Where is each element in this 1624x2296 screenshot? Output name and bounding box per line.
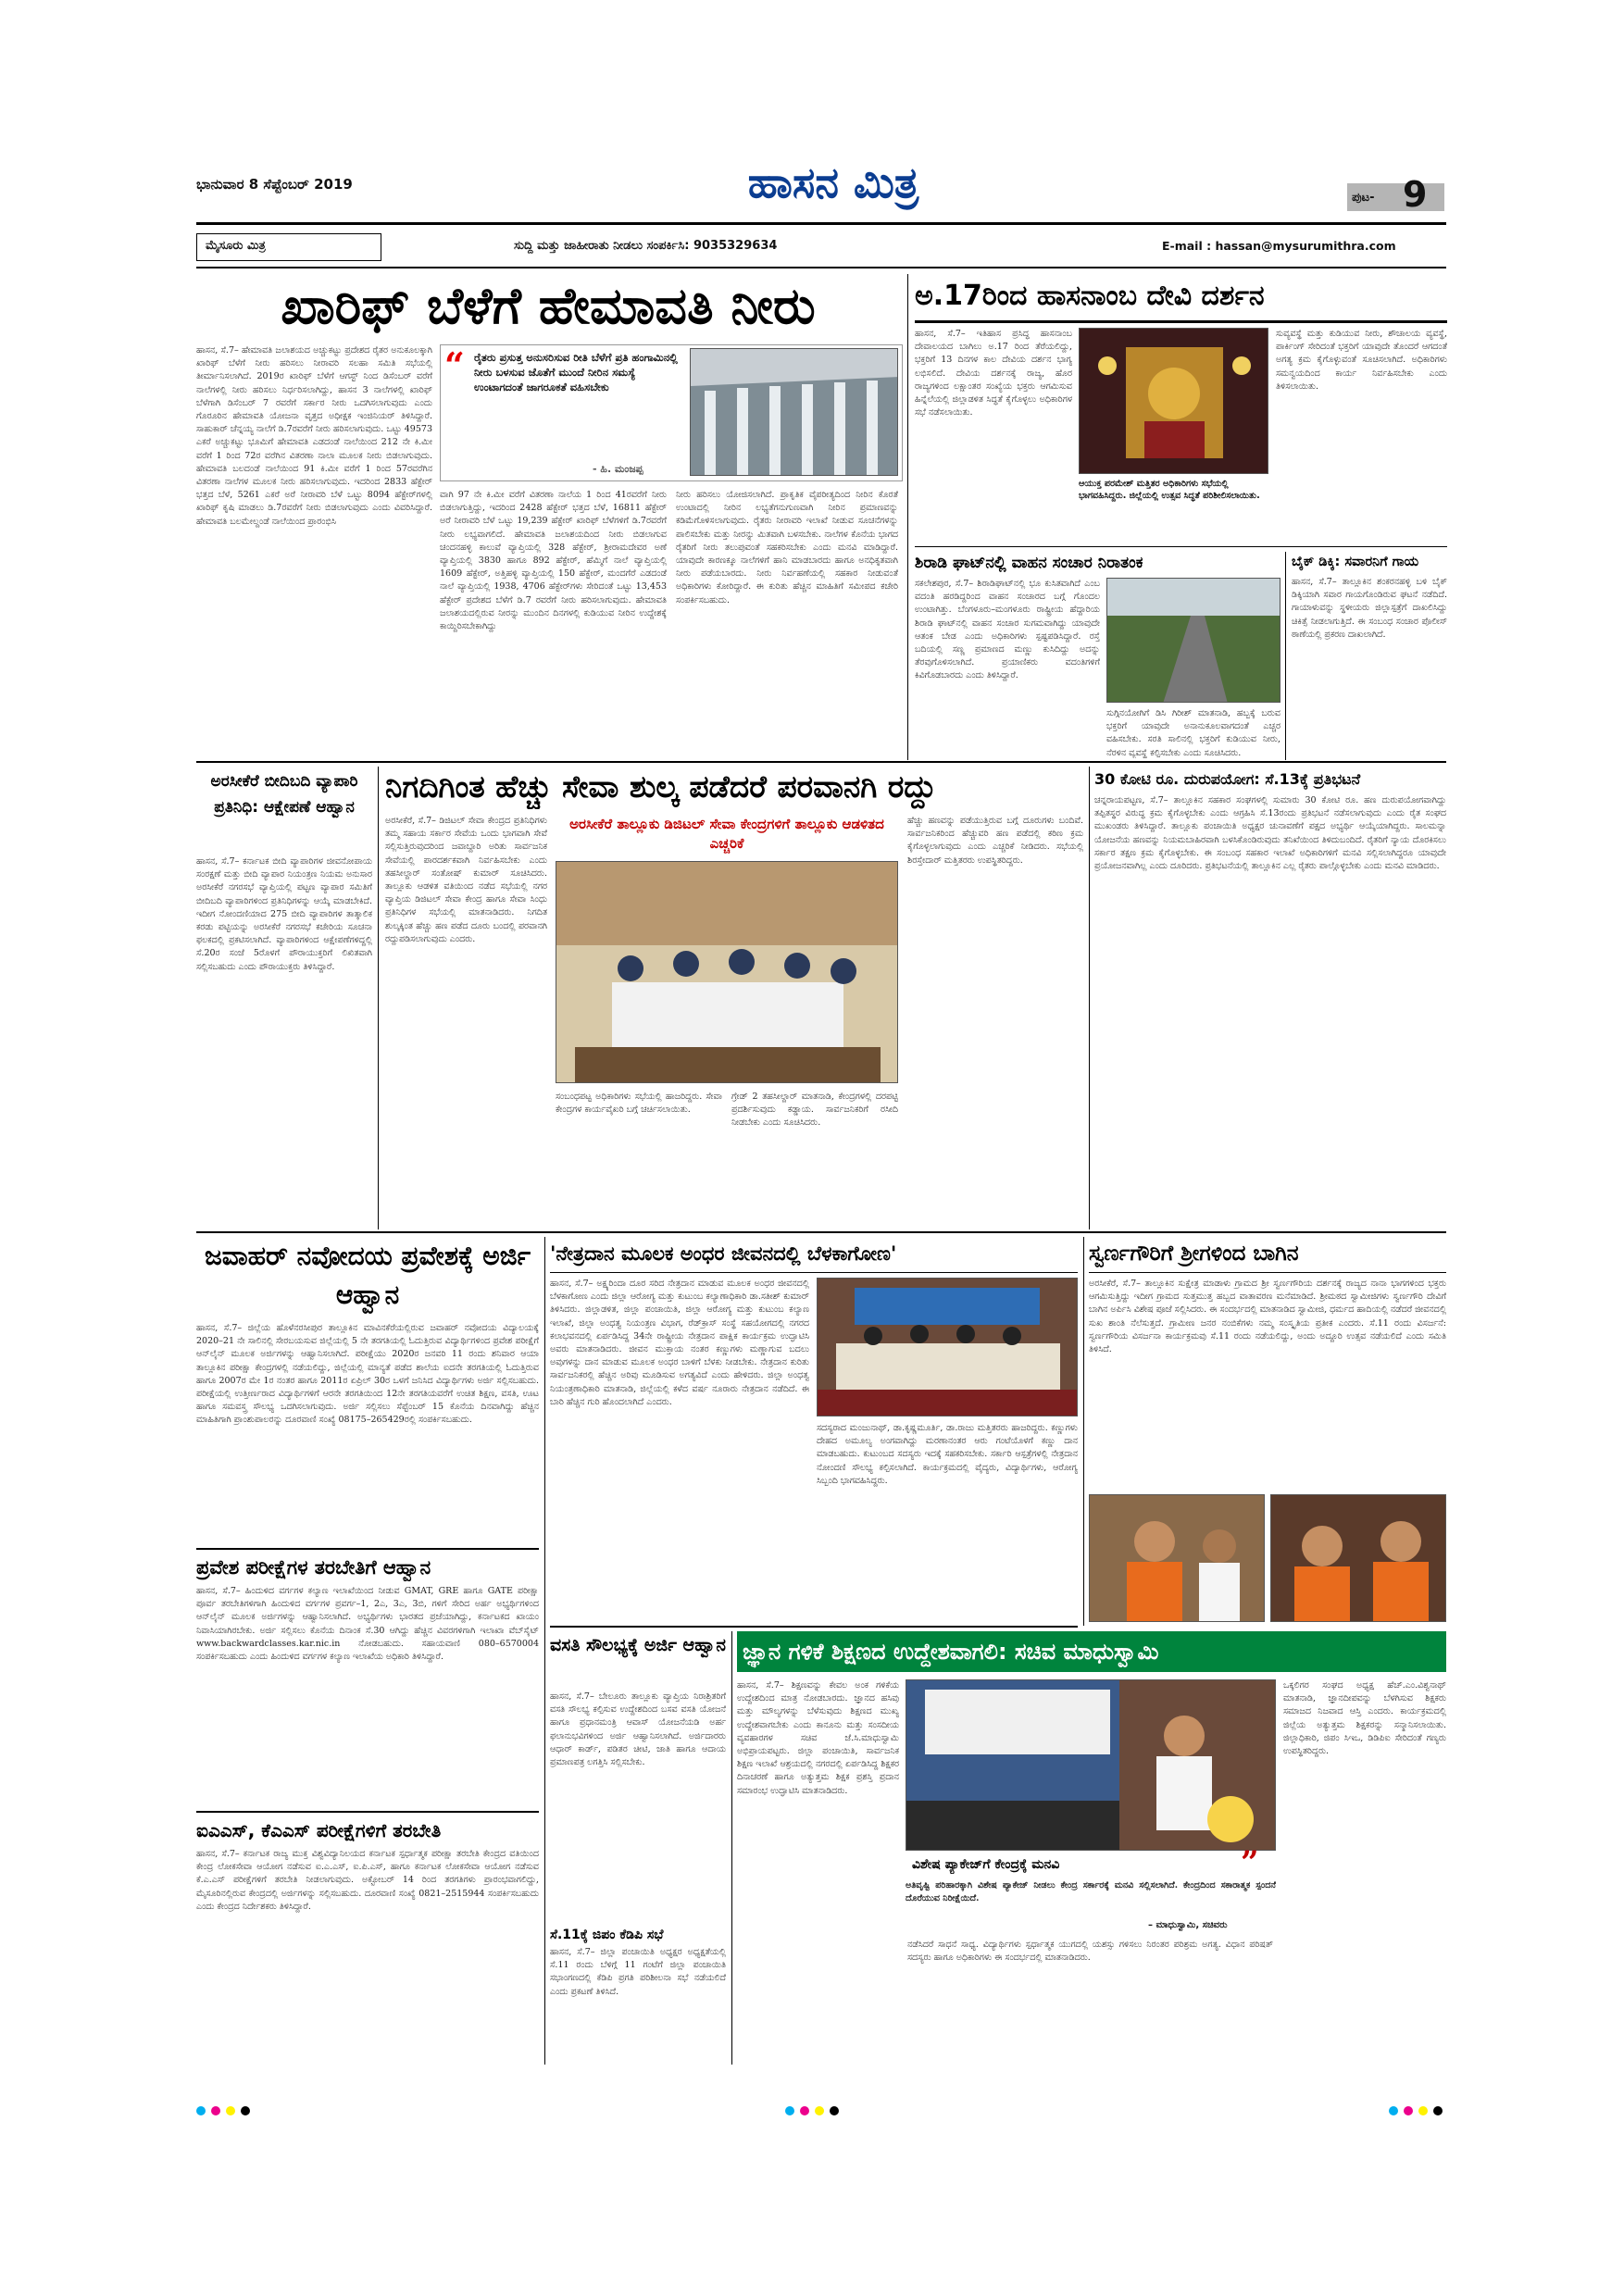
a8-headline: ಜವಾಹರ್ ನವೋದಯ ಪ್ರವೇಶಕ್ಕೆ ಅರ್ಜಿ ಆಹ್ವಾನ — [204, 1241, 531, 1310]
quote-icon: “ — [444, 344, 465, 386]
swami-illustration-1 — [1090, 1495, 1265, 1622]
a14-caption-text: ಅತಿವೃಷ್ಟಿ ಪರಿಹಾರಕ್ಕಾಗಿ ವಿಶೇಷ ಪ್ಯಾಕೇಜ್ ನೀಡಲು ಕೇಂದ್ರ ಸರ್ಕಾರಕ್ಕೆ ಮನವಿ ಸಲ್ಲಿಸಲಾಗಿದೆ. ಕೇಂದ್ರದಿಂದ ಸಕಾರಾತ್ಮಕ ಸ್ಪಂದನೆ ದೊರೆಯುವ ನಿರೀಕ್ಷೆಯಿದೆ. — [906, 1880, 1276, 1904]
a14-col3: ನಡೆಸಿದರೆ ಸಾಧನೆ ಸಾಧ್ಯ. ವಿದ್ಯಾರ್ಥಿಗಳು ಸ್ಪರ್ಧಾತ್ಮಕ ಯುಗದಲ್ಲಿ ಯಶಸ್ಸು ಗಳಿಸಲು ನಿರಂತರ ಪರಿಶ್ರಮ ಅಗತ್ಯ. ವಿಧಾನ ಪರಿಷತ್ ಸದಸ್ಯರು ಹಾಗೂ ಅಧಿಕಾರಿಗಳು ಈ ಸಂದರ್ಭದಲ್ಲಿ ಮಾತನಾಡಿದರು. — [907, 1940, 1273, 1964]
masthead-rule — [196, 222, 1446, 225]
a1-col2: ವಾಗಿ 97 ನೇ ಕಿ.ಮೀ ವರೆಗೆ ವಿತರಣಾ ನಾಲೆಯ 1 ರಿಂದ 41ರವರೆಗೆ ನೀರು ಬಿಡಲಾಗುತ್ತಿದ್ದು, ಇದರಿಂದ 2428 ಹೆಕ್ಟೇರ್ ಭತ್ತದ ಬೆಳೆ, 16811 ಹೆಕ್ಟೇರ್ ಅರೆ ನೀರಾವರಿ ಬೆಳೆ ಒಟ್ಟು 19,239 ಹೆಕ್ಟೇರ್ ಖಾರಿಫ್ ಬೆಳೆಗಳಿಗೆ ಡಿ.7ರವರೆಗೆ ನೀರು ಲಭ್ಯವಾಗಲಿದೆ. ಹೇಮಾವತಿ ಜಲಾಶಯದಿಂದ ನೀರು ಬಿಡಲಾಗುವ ಚಂದನಹಳ್ಳಿ ಕಾಲುವೆ ವ್ಯಾಪ್ತಿಯಲ್ಲಿ 328 ಹೆಕ್ಟೇರ್, ಶ್ರೀರಾಮದೇವರ ಅಣೆ ವ್ಯಾಪ್ತಿಯಲ್ಲಿ 3830 ಹಾಗೂ 892 ಹೆಕ್ಟೇರ್, ಹೆಮ್ಮಿಗೆ ನಾಲೆ ವ್ಯಾಪ್ತಿಯಲ್ಲಿ 1609 ಹೆಕ್ಟೇರ್, ಅತ್ತಿಹಳ್ಳಿ ವ್ಯಾಪ್ತಿಯಲ್ಲಿ 150 ಹೆಕ್ಟೇರ್, ಮಂದಗೆರೆ ಎಡದಂಡೆ ನಾಲೆ ವ್ಯಾಪ್ತಿಯಲ್ಲಿ 1938, 4706 ಹೆಕ್ಟೇರ್‌ಗಳು ಸೇರಿದಂತೆ ಒಟ್ಟು 13,453 ಹೆಕ್ಟೇರ್ ಪ್ರದೇಶದ ಬೆಳೆಗೆ ಡಿ.7 ರವರೆಗೆ ನೀರು ಹರಿಸಲಾಗುವುದು. ಹೇಮಾವತಿ ಜಲಾಶಯದಲ್ಲಿರುವ ನೀರನ್ನು ಮುಂದಿನ ದಿನಗಳಲ್ಲಿ ಕುಡಿಯುವ ನೀರಿನ ಉದ್ದೇಶಕ್ಕೆ ಕಾಯ್ದಿರಿಸಬೇಕಾಗಿದ್ದು — [440, 490, 667, 632]
a2-headline: ಅ.17ರಿಂದ ಹಾಸನಾಂಬ ದೇವಿ ದರ್ಶನ — [915, 280, 1265, 312]
black-dot — [830, 2106, 839, 2115]
page-label: ಪುಟ- — [1352, 191, 1375, 205]
a14-col4: ಒಕ್ಕಲಿಗರ ಸಂಘದ ಅಧ್ಯಕ್ಷ ಹೆಚ್.ಎಂ.ವಿಶ್ವನಾಥ್ ಮಾತನಾಡಿ, ಜ್ಞಾನದೀಪವನ್ನು ಬೆಳಗಿಸುವ ಶಿಕ್ಷಕರು ಸಮಾಜದ ನಿಜವಾದ ಆಸ್ತಿ ಎಂದರು. ಕಾರ್ಯಕ್ರಮದಲ್ಲಿ ಜಿಲ್ಲೆಯ ಅತ್ಯುತ್ತಮ ಶಿಕ್ಷಕರನ್ನು ಸನ್ಮಾನಿಸಲಾಯಿತು. ಜಿಲ್ಲಾಧಿಕಾರಿ, ಜಿಪಂ ಸಿಇಒ, ಡಿಡಿಪಿಐ ಸೇರಿದಂತೆ ಗಣ್ಯರು ಉಪಸ್ಥಿತರಿದ್ದರು. — [1283, 1680, 1446, 1757]
a14-headline: ಜ್ಞಾನ ಗಳಿಕೆ ಶಿಕ್ಷಣದ ಉದ್ದೇಶವಾಗಲಿ: ಸಚಿವ ಮಾಧುಸ್ವಾಮಿ — [743, 1639, 1159, 1665]
contact-text: ಸುದ್ದಿ ಮತ್ತು ಜಾಹೀರಾತು ನೀಡಲು ಸಂಪರ್ಕಿಸಿ: 9035329634 — [514, 239, 778, 253]
yellow-dot — [226, 2106, 235, 2115]
masthead: ಹಾಸನ ಮಿತ್ರ — [747, 157, 919, 207]
magenta-dot — [211, 2106, 220, 2115]
a13-headline: ವಸತಿ ಸೌಲಭ್ಯಕ್ಕೆ ಅರ್ಜಿ ಆಹ್ವಾನ — [550, 1635, 726, 1655]
a10-photo-left — [1089, 1494, 1265, 1622]
a9-bottom-rule — [550, 1626, 1078, 1628]
yellow-dot — [815, 2106, 824, 2115]
a14-stage-photo — [906, 1679, 1276, 1851]
temple-illustration — [1080, 329, 1268, 474]
a10-text: ಅರಸೀಕೆರೆ, ಸೆ.7– ತಾಲ್ಲೂಕಿನ ಸುಕ್ಷೇತ್ರ ಮಾಡಾಳು ಗ್ರಾಮದ ಶ್ರೀ ಸ್ವರ್ಣಗೌರಿಯ ದರ್ಶನಕ್ಕೆ ರಾಜ್ಯದ ನಾನಾ ಭಾಗಗಳಿಂದ ಭಕ್ತರು ಆಗಮಿಸುತ್ತಿದ್ದು ಇದೀಗ ಗ್ರಾಮದ ಸುತ್ತಮುತ್ತ ಹಬ್ಬದ ವಾತಾವರಣ ಮನೆಮಾಡಿದೆ. ಶ್ರೀಮಠದ ಸ್ವಾಮೀಜಿಗಳು ಸ್ವರ್ಣಗೌರಿ ದೇವಿಗೆ ಬಾಗಿನ ಅರ್ಪಿಸಿ ವಿಶೇಷ ಪೂಜೆ ಸಲ್ಲಿಸಿದರು. ಈ ಸಂದರ್ಭದಲ್ಲಿ ಮಾತನಾಡಿದ ಸ್ವಾಮೀಜಿ, ಧರ್ಮದ ಹಾದಿಯಲ್ಲಿ ನಡೆದರೆ ಜೀವನದಲ್ಲಿ ಸುಖ ಶಾಂತಿ ನೆಲೆಸುತ್ತದೆ. ಗ್ರಾಮೀಣ ಜನರ ನಂಬಿಕೆಗಳು ನಮ್ಮ ಸಂಸ್ಕೃತಿಯ ಪ್ರತೀಕ ಎಂದರು. ಸೆ.11 ರಂದು ವಿಸರ್ಜನೆ: ಸ್ವರ್ಣಗೌರಿಯ ವಿಸರ್ಜನಾ ಕಾರ್ಯಕ್ರಮವು ಸೆ.11 ರಂದು ನಡೆಯಲಿದ್ದು, ಅಂದು ಅದ್ದೂರಿ ಉತ್ಸವ ನಡೆಯಲಿದೆ ಎಂದು ಸಮಿತಿ ತಿಳಿಸಿದೆ. — [1089, 1279, 1446, 1355]
divider-v5 — [544, 1237, 545, 2065]
black-dot — [241, 2106, 250, 2115]
a10-underline — [1089, 1272, 1446, 1273]
divider-v1 — [907, 274, 908, 760]
a14-quote-by: – ಮಾಧುಸ್ವಾಮಿ, ಸಚಿವರು — [1148, 1920, 1228, 1930]
a1-byline: - ಹಿ. ಮಂಜಪ್ಪ — [593, 463, 643, 475]
a4-col2: ಹಾಸನ, ಸೆ.7– ತಾಲ್ಲೂಕಿನ ಶಂಕರನಹಳ್ಳಿ ಬಳಿ ಬೈಕ್ ಡಿಕ್ಕಿಯಾಗಿ ಸವಾರ ಗಾಯಗೊಂಡಿರುವ ಘಟನೆ ನಡೆದಿದೆ. ಗಾಯಾಳುವನ್ನು ಸ್ಥಳೀಯರು ಜಿಲ್ಲಾಸ್ಪತ್ರೆಗೆ ದಾಖಲಿಸಿದ್ದು ಚಿಕಿತ್ಸೆ ನೀಡಲಾಗುತ್ತಿದೆ. ಈ ಸಂಬಂಧ ಸಂಚಾರ ಪೊಲೀಸ್ ಠಾಣೆಯಲ್ಲಿ ಪ್ರಕರಣ ದಾಖಲಾಗಿದೆ. — [1292, 577, 1447, 640]
header-rule-2 — [196, 267, 1446, 268]
a6-caption: ಸಂಬಂಧಪಟ್ಟ ಅಧಿಕಾರಿಗಳು ಸಭೆಯಲ್ಲಿ ಹಾಜರಿದ್ದರು. ಸೇವಾ ಕೇಂದ್ರಗಳ ಕಾರ್ಯವೈಖರಿ ಬಗ್ಗೆ ಚರ್ಚಿಸಲಾಯಿತು. — [556, 1092, 722, 1116]
a14-col1: ಹಾಸನ, ಸೆ.7– ಶಿಕ್ಷಣವನ್ನು ಕೇವಲ ಅಂಕ ಗಳಿಕೆಯ ಉದ್ದೇಶದಿಂದ ಮಾತ್ರ ನೋಡಬಾರದು. ಜ್ಞಾನದ ಹಸಿವು ಮತ್ತು ಮೌಲ್ಯಗಳನ್ನು ಬೆಳೆಸುವುದು ಶಿಕ್ಷಣದ ಮುಖ್ಯ ಉದ್ದೇಶವಾಗಬೇಕು ಎಂದು ಕಾನೂನು ಮತ್ತು ಸಂಸದೀಯ ವ್ಯವಹಾರಗಳ ಸಚಿವ ಜೆ.ಸಿ.ಮಾಧುಸ್ವಾಮಿ ಅಭಿಪ್ರಾಯಪಟ್ಟರು. ಜಿಲ್ಲಾ ಪಂಚಾಯಿತಿ, ಸಾರ್ವಜನಿಕ ಶಿಕ್ಷಣ ಇಲಾಖೆ ಆಶ್ರಯದಲ್ಲಿ ನಗರದಲ್ಲಿ ಏರ್ಪಡಿಸಿದ್ದ ಶಿಕ್ಷಕರ ದಿನಾಚರಣೆ ಹಾಗೂ ಅತ್ಯುತ್ತಮ ಶಿಕ್ಷಕ ಪ್ರಶಸ್ತಿ ಪ್ರದಾನ ಸಮಾರಂಭ ಉದ್ಘಾಟಿಸಿ ಮಾತನಾಡಿದರು. — [737, 1680, 899, 1796]
a3-headline: ಶಿರಾಡಿ ಘಾಟ್‌ನಲ್ಲಿ ವಾಹನ ಸಂಚಾರ ನಿರಾತಂಕ — [915, 554, 1143, 572]
section-rule-2 — [196, 1231, 1446, 1233]
a14-caption: ವಿಶೇಷ ಪ್ಯಾಕೇಜ್‌ಗೆ ಕೇಂದ್ರಕ್ಕೆ ಮನವಿ — [912, 1857, 1060, 1872]
divider-v2 — [1285, 552, 1286, 760]
a11-text: ಹಾಸನ, ಸೆ.7– ಹಿಂದುಳಿದ ವರ್ಗಗಳ ಕಲ್ಯಾಣ ಇಲಾಖೆಯಿಂದ ನೀಡುವ GMAT, GRE ಹಾಗೂ GATE ಪರೀಕ್ಷಾ ಪೂರ್ವ ತರಬೇತಿಗಳಿಗಾಗಿ ಹಿಂದುಳಿದ ವರ್ಗಗಳ ಪ್ರವರ್ಗ–1, 2ಎ, 3ಎ, 3ಬಿ, ಗಳಿಗೆ ಸೇರಿದ ಅರ್ಹ ಅಭ್ಯರ್ಥಿಗಳಿಂದ ಆನ್‌ಲೈನ್ ಮೂಲಕ ಅರ್ಜಿಗಳನ್ನು ಆಹ್ವಾನಿಸಲಾಗಿದೆ. ಅಭ್ಯರ್ಥಿಗಳು ಭಾರತದ ಪ್ರಜೆಯಾಗಿದ್ದು, ಕರ್ನಾಟಕದ ಖಾಯಂ ನಿವಾಸಿಯಾಗಿರಬೇಕು. ಅರ್ಜಿ ಸಲ್ಲಿಸಲು ಕೊನೆಯ ದಿನಾಂಕ ಸೆ.30 ಆಗಿದ್ದು ಹೆಚ್ಚಿನ ವಿವರಗಳಿಗಾಗಿ ಇಲಾಖಾ ವೆಬ್‌ಸೈಟ್ www.backwardclasses.kar.nic.in ನೋಡಬಹುದು. ಸಹಾಯವಾಣಿ 080–6570004 ಸಂಪರ್ಕಿಸಬಹುದು ಎಂದು ಹಿಂದುಳಿದ ವರ್ಗಗಳ ಕಲ್ಯಾಣ ಇಲಾಖೆಯ ಅಧಿಕಾರಿ ತಿಳಿಸಿದ್ದಾರೆ. — [196, 1586, 539, 1663]
a8-bottom-rule — [196, 1548, 539, 1550]
a8-text: ಹಾಸನ, ಸೆ.7– ಜಿಲ್ಲೆಯ ಹೊಳೆನರಸೀಪುರ ತಾಲ್ಲೂಕಿನ ಮಾವಿನಕೆರೆಯಲ್ಲಿರುವ ಜವಾಹರ್ ನವೋದಯ ವಿದ್ಯಾಲಯಕ್ಕೆ 2020–21 ನೇ ಸಾಲಿನಲ್ಲಿ ಸೇರಬಯಸುವ ಜಿಲ್ಲೆಯಲ್ಲಿ 5 ನೇ ತರಗತಿಯಲ್ಲಿ ಓದುತ್ತಿರುವ ವಿದ್ಯಾರ್ಥಿಗಳಿಂದ ಪ್ರವೇಶ ಪರೀಕ್ಷೆಗೆ ಆನ್‌ಲೈನ್ ಮೂಲಕ ಅರ್ಜಿಗಳನ್ನು ಆಹ್ವಾನಿಸಲಾಗಿದೆ. ಪರೀಕ್ಷೆಯು 2020ರ ಜನವರಿ 11 ರಂದು ಶನಿವಾರ ಆಯಾ ತಾಲ್ಲೂಕಿನ ಪರೀಕ್ಷಾ ಕೇಂದ್ರಗಳಲ್ಲಿ ನಡೆಯಲಿದ್ದು, ಜಿಲ್ಲೆಯಲ್ಲಿ ಮಾನ್ಯತೆ ಪಡೆದ ಶಾಲೆಯ ಐದನೇ ತರಗತಿಯಲ್ಲಿ ಓದುತ್ತಿರುವ ಹಾಗೂ 2007ರ ಮೇ 1ರ ನಂತರ ಹಾಗೂ 2011ರ ಏಪ್ರಿಲ್ 30ರ ಒಳಗೆ ಜನಿಸಿದ ವಿದ್ಯಾರ್ಥಿಗಳು ಅರ್ಜಿ ಸಲ್ಲಿಸಬಹುದು. ಪರೀಕ್ಷೆಯಲ್ಲಿ ಉತ್ತೀರ್ಣರಾದ ವಿದ್ಯಾರ್ಥಿಗಳಿಗೆ ಆರನೇ ತರಗತಿಯಿಂದ 12ನೇ ತರಗತಿಯವರೆಗೆ ಉಚಿತ ಶಿಕ್ಷಣ, ವಸತಿ, ಊಟ ಹಾಗೂ ಸಮವಸ್ತ್ರ ಸೌಲಭ್ಯ ಒದಗಿಸಲಾಗುವುದು. ಅರ್ಜಿ ಸಲ್ಲಿಸಲು ಸೆಪ್ಟೆಂಬರ್ 15 ಕೊನೆಯ ದಿನವಾಗಿದ್ದು ಹೆಚ್ಚಿನ ಮಾಹಿತಿಗಾಗಿ ಪ್ರಾಂಶುಪಾಲರನ್ನು ದೂರವಾಣಿ ಸಂಖ್ಯೆ 08175–265429ರಲ್ಲಿ ಸಂಪರ್ಕಿಸಬಹುದು. — [196, 1323, 539, 1426]
a1-headline: ಖಾರಿಫ್ ಬೆಳೆಗೆ ಹೇಮಾವತಿ ನೀರು — [281, 277, 816, 335]
a10-photo-right — [1270, 1494, 1446, 1622]
cyan-dot — [1389, 2106, 1398, 2115]
page-number: 9 — [1403, 174, 1428, 215]
a11-bottom-rule — [196, 1811, 539, 1813]
a9-headline: 'ನೇತ್ರದಾನ ಮೂಲಕ ಅಂಧರ ಜೀವನದಲ್ಲಿ ಬೆಳಕಾಗೋಣ' — [550, 1242, 897, 1265]
a3-road-photo — [1106, 578, 1280, 703]
a13-sub-text: ಹಾಸನ, ಸೆ.7– ಜಿಲ್ಲಾ ಪಂಚಾಯಿತಿ ಅಧ್ಯಕ್ಷರ ಅಧ್ಯಕ್ಷತೆಯಲ್ಲಿ ಸೆ.11 ರಂದು ಬೆಳಿಗ್ಗೆ 11 ಗಂಟೆಗೆ ಜಿಲ್ಲಾ ಪಂಚಾಯಿತಿ ಸಭಾಂಗಣದಲ್ಲಿ ಕೆಡಿಪಿ ಪ್ರಗತಿ ಪರಿಶೀಲನಾ ಸಭೆ ನಡೆಯಲಿದೆ ಎಂದು ಪ್ರಕಟಣೆ ತಿಳಿಸಿದೆ. — [550, 1947, 726, 1997]
a2-underline — [915, 320, 1447, 323]
a3-text: ಸಕಲೇಶಪುರ, ಸೆ.7– ಶಿರಾಡಿಘಾಟ್‌ನಲ್ಲಿ ಭೂ ಕುಸಿತವಾಗಿದೆ ಎಂಬ ವದಂತಿ ಹರಡಿದ್ದರಿಂದ ವಾಹನ ಸಂಚಾರದ ಬಗ್ಗೆ ಗೊಂದಲ ಉಂಟಾಗಿತ್ತು. ಬೆಂಗಳೂರು–ಮಂಗಳೂರು ರಾಷ್ಟ್ರೀಯ ಹೆದ್ದಾರಿಯ ಶಿರಾಡಿ ಘಾಟ್‌ನಲ್ಲಿ ವಾಹನ ಸಂಚಾರ ಸುಗಮವಾಗಿದ್ದು ಯಾವುದೇ ಆತಂಕ ಬೇಡ ಎಂದು ಅಧಿಕಾರಿಗಳು ಸ್ಪಷ್ಟಪಡಿಸಿದ್ದಾರೆ. ರಸ್ತೆ ಬದಿಯಲ್ಲಿ ಸಣ್ಣ ಪ್ರಮಾಣದ ಮಣ್ಣು ಕುಸಿದಿದ್ದು ಅದನ್ನು ತೆರವುಗೊಳಿಸಲಾಗಿದೆ. ಪ್ರಯಾಣಿಕರು ವದಂತಿಗಳಿಗೆ ಕಿವಿಗೊಡಬಾರದು ಎಂದು ತಿಳಿಸಿದ್ದಾರೆ. — [915, 579, 1100, 681]
a12-headline: ಐಎಎಸ್, ಕೆಎಎಸ್ ಪರೀಕ್ಷೆಗಳಿಗೆ ತರಬೇತಿ — [196, 1819, 442, 1841]
a1-dam-photo — [690, 348, 898, 476]
a4-col1: ಸುಗ್ಗಿನಯೋಗಿಗೆ ಡಿಸಿ ಗಿರೀಶ್ ಮಾತನಾಡಿ, ಹಬ್ಬಕ್ಕೆ ಬರುವ ಭಕ್ತರಿಗೆ ಯಾವುದೇ ಅನಾನುಕೂಲವಾಗದಂತೆ ಎಚ್ಚರ ವಹಿಸಬೇಕು. ಸರತಿ ಸಾಲಿನಲ್ಲಿ ಭಕ್ತರಿಗೆ ಕುಡಿಯುವ ನೀರು, ನೆರಳಿನ ವ್ಯವಸ್ಥೆ ಕಲ್ಪಿಸಬೇಕು ಎಂದು ಸೂಚಿಸಿದರು. — [1106, 708, 1280, 758]
cyan-dot — [785, 2106, 794, 2115]
a2-col1: ಹಾಸನ, ಸೆ.7– ಇತಿಹಾಸ ಪ್ರಸಿದ್ಧ ಹಾಸನಾಂಬ ದೇವಾಲಯದ ಬಾಗಿಲು ಅ.17 ರಿಂದ ತೆರೆಯಲಿದ್ದು, ಭಕ್ತರಿಗೆ 13 ದಿನಗಳ ಕಾಲ ದೇವಿಯ ದರ್ಶನ ಭಾಗ್ಯ ಲಭಿಸಲಿದೆ. ದೇವಿಯ ದರ್ಶನಕ್ಕೆ ರಾಜ್ಯ, ಹೊರ ರಾಜ್ಯಗಳಿಂದ ಲಕ್ಷಾಂತರ ಸಂಖ್ಯೆಯ ಭಕ್ತರು ಆಗಮಿಸುವ ಹಿನ್ನೆಲೆಯಲ್ಲಿ ಜಿಲ್ಲಾಡಳಿತ ಸಿದ್ಧತೆ ಕೈಗೊಳ್ಳಲು ಅಧಿಕಾರಿಗಳ ಸಭೆ ನಡೆಸಲಾಯಿತು. — [915, 329, 1072, 418]
a2-caption: ಆಯುಕ್ತ ಪರಮೇಶ್ ಮತ್ತಿತರ ಅಧಿಕಾರಿಗಳು ಸಭೆಯಲ್ಲಿ ಭಾಗವಹಿಸಿದ್ದರು. ಜಿಲ್ಲೆಯಲ್ಲಿ ಉತ್ಸವ ಸಿದ್ಧತೆ ಪರಿಶೀಲಿಸಲಾಯಿತು. — [1079, 479, 1260, 501]
a13-sub: ಸೆ.11ಕ್ಕೆ ಜಿಪಂ ಕೆಡಿಪಿ ಸಭೆ — [550, 1928, 664, 1942]
a6-col1: ಅರಸೀಕೆರೆ, ಸೆ.7– ಡಿಜಿಟಲ್ ಸೇವಾ ಕೇಂದ್ರದ ಪ್ರತಿನಿಧಿಗಳು ತಮ್ಮ ಸಹಾಯ ಸರ್ಕಾರ ಸೇವೆಯ ಒಂದು ಭಾಗವಾಗಿ ಸೇವೆ ಸಲ್ಲಿಸುತ್ತಿರುವುದರಿಂದ ಜವಾಬ್ದಾರಿ ಅರಿತು ಸಾರ್ವಜನಿಕ ಸೇವೆಯಲ್ಲಿ ಪಾರದರ್ಶಕವಾಗಿ ನಿರ್ವಹಿಸಬೇಕು ಎಂದು ತಹಸೀಲ್ದಾರ್ ಸಂತೋಷ್ ಕುಮಾರ್ ಸೂಚಿಸಿದರು. ತಾಲ್ಲೂಕು ಆಡಳಿತ ವತಿಯಿಂದ ನಡೆದ ಸಭೆಯಲ್ಲಿ ನಗರ ವ್ಯಾಪ್ತಿಯ ಡಿಜಿಟಲ್ ಸೇವಾ ಕೇಂದ್ರ ಹಾಗೂ ಸೇವಾ ಸಿಂಧು ಪ್ರತಿನಿಧಿಗಳ ಸಭೆಯಲ್ಲಿ ಮಾತನಾಡಿದರು. ನಿಗದಿತ ಶುಲ್ಕಕ್ಕಿಂತ ಹೆಚ್ಚು ಹಣ ಪಡೆದ ದೂರು ಬಂದಲ್ಲಿ ಪರವಾನಗಿ ರದ್ದುಪಡಿಸಲಾಗುವುದು ಎಂದರು. — [385, 816, 547, 944]
magenta-dot — [1404, 2106, 1413, 2115]
a5-headline: ಅರಸೀಕೆರೆ ಬೀದಿಬದಿ ವ್ಯಾಪಾರಿ ಪ್ರತಿನಿಧಿ: ಆಕ್ಷೇಪಣೆ ಆಹ್ವಾನ — [210, 772, 358, 817]
divider-v4 — [1089, 767, 1090, 1229]
a9-event-photo — [817, 1278, 1078, 1416]
swami-illustration-2 — [1271, 1495, 1446, 1622]
a1-col1: ಹಾಸನ, ಸೆ.7– ಹೇಮಾವತಿ ಜಲಾಶಯದ ಅಚ್ಚುಕಟ್ಟು ಪ್ರದೇಶದ ರೈತರ ಅನುಕೂಲಕ್ಕಾಗಿ ಖಾರಿಫ್ ಬೆಳೆಗೆ ನೀರು ಹರಿಸಲು ನೀರಾವರಿ ಸಲಹಾ ಸಮಿತಿ ಸಭೆಯಲ್ಲಿ ತೀರ್ಮಾನಿಸಲಾಗಿದೆ. 2019ರ ಖಾರಿಫ್ ಬೆಳೆಗೆ ಆಗಸ್ಟ್ ನಿಂದ ಡಿಸೆಂಬರ್ ವರೆಗೆ ನಾಲೆಗಳಲ್ಲಿ ನೀರು ಹರಿಸಲು ನಿರ್ಧರಿಸಲಾಗಿದ್ದು, ಹಾಸನ 3 ನಾಲೆಗಳಲ್ಲಿ ಖಾರಿಫ್ ಬೆಳೆಗಾಗಿ ಡಿಸೆಂಬರ್ 7 ರವರೆಗೆ ಸರ್ಕಾರ ನೀರು ಒದಗಿಸಲಾಗುವುದು ಎಂದು ಗೊರೂರಿನ ಹೇಮಾವತಿ ಯೋಜನಾ ವೃತ್ತದ ಅಧೀಕ್ಷಕ ಇಂಜಿನಿಯರ್ ತಿಳಿಸಿದ್ದಾರೆ. ಸಾಹುಕಾರ್ ಚೆನ್ನಯ್ಯ ನಾಲೆಗೆ ಡಿ.7ರವರೆಗೆ ನೀರು ಹರಿಸಲಾಗುವುದು. ಒಟ್ಟು 49573 ಎಕರೆ ಅಚ್ಚುಕಟ್ಟು ಭೂಮಿಗೆ ಹೇಮಾವತಿ ಎಡದಂಡೆ ನಾಲೆಯಿಂದ 212 ನೇ ಕಿ.ಮೀ ವರೆಗೆ 1 ರಿಂದ 72ರ ವರೆಗಿನ ವಿತರಣಾ ನಾಲಾ ಮೂಲಕ ನೀರು ಬಿಡಲಾಗುವುದು. ಹೇಮಾವತಿ ಬಲದಂಡೆ ನಾಲೆಯಿಂದ 91 ಕಿ.ಮೀ ವರೆಗೆ 1 ರಿಂದ 57ರವರೆಗಿನ ವಿತರಣಾ ನಾಲೆಗಳ ಮೂಲಕ ನೀರು ಹರಿಸಲಾಗುವುದು. ಇದರಿಂದ 2833 ಹೆಕ್ಟೇರ್ ಭತ್ತದ ಬೆಳೆ, 5261 ಎಕರೆ ಅರೆ ನೀರಾವರಿ ಬೆಳೆ ಒಟ್ಟು 8094 ಹೆಕ್ಟೇರ್‌ಗಳಲ್ಲಿ ಖಾರಿಫ್ ಕೃಷಿ ಮಾಡಲು ಡಿ.7ರವರೆಗೆ ನೀರು ಬಿಡಲಾಗುವುದು ಎಂದು ವಿವರಿಸಿದ್ದಾರೆ. ಹೇಮಾವತಿ ಬಲಮೇಲ್ದಂಡೆ ನಾಲೆಯಿಂದ ಪ್ರಾರಂಭಿಸಿ — [196, 345, 432, 527]
black-dot — [1433, 2106, 1443, 2115]
registration-dots-left — [196, 2106, 250, 2115]
divider-v3 — [378, 767, 379, 1229]
a5-text: ಹಾಸನ, ಸೆ.7– ಕರ್ನಾಟಕ ಬೀದಿ ವ್ಯಾಪಾರಿಗಳ ಜೀವನೋಪಾಯ ಸಂರಕ್ಷಣೆ ಮತ್ತು ಬೀದಿ ವ್ಯಾಪಾರ ನಿಯಂತ್ರಣ ನಿಯಮ ಅನುಸಾರ ಅರಸೀಕೆರೆ ನಗರಸಭೆ ವ್ಯಾಪ್ತಿಯಲ್ಲಿ ಪಟ್ಟಣ ವ್ಯಾಪಾರ ಸಮಿತಿಗೆ ಬೀದಿಬದಿ ವ್ಯಾಪಾರಿಗಳಿಂದ ಪ್ರತಿನಿಧಿಗಳನ್ನು ಆಯ್ಕೆ ಮಾಡಬೇಕಿದೆ. ಇದೀಗ ನೋಂದಣಿಯಾದ 275 ಬೀದಿ ವ್ಯಾಪಾರಿಗಳ ತಾತ್ಕಾಲಿಕ ಕರಡು ಪಟ್ಟಿಯನ್ನು ಅರಸೀಕೆರೆ ನಗರಸಭೆ ಕಚೇರಿಯ ಸೂಚನಾ ಫಲಕದಲ್ಲಿ ಪ್ರಕಟಿಸಲಾಗಿದೆ. ವ್ಯಾಪಾರಿಗಳಿಂದ ಆಕ್ಷೇಪಣೆಗಳಿದ್ದಲ್ಲಿ ಸೆ.20ರ ಸಂಜೆ 5ರೊಳಗೆ ಪೌರಾಯುಕ್ತರಿಗೆ ಲಿಖಿತವಾಗಿ ಸಲ್ಲಿಸಬಹುದು ಎಂದು ಪೌರಾಯುಕ್ತರು ತಿಳಿಸಿದ್ದಾರೆ. — [196, 856, 372, 972]
a13-text: ಹಾಸನ, ಸೆ.7– ಬೇಲೂರು ತಾಲ್ಲೂಕು ವ್ಯಾಪ್ತಿಯ ನಿರಾಶ್ರಿತರಿಗೆ ವಸತಿ ಸೌಲಭ್ಯ ಕಲ್ಪಿಸುವ ಉದ್ದೇಶದಿಂದ ಬಸವ ವಸತಿ ಯೋಜನೆ ಹಾಗೂ ಪ್ರಧಾನಮಂತ್ರಿ ಆವಾಸ್ ಯೋಜನೆಯಡಿ ಅರ್ಹ ಫಲಾನುಭವಿಗಳಿಂದ ಅರ್ಜಿ ಆಹ್ವಾನಿಸಲಾಗಿದೆ. ಅರ್ಜಿದಾರರು ಆಧಾರ್ ಕಾರ್ಡ್, ಪಡಿತರ ಚೀಟಿ, ಜಾತಿ ಹಾಗೂ ಆದಾಯ ಪ್ರಮಾಣಪತ್ರ ಲಗತ್ತಿಸಿ ಸಲ್ಲಿಸಬೇಕು. — [550, 1691, 726, 1768]
divider-v6 — [1083, 1237, 1084, 1626]
a1-quote: ರೈತರು ಪ್ರಸುತ್ತ ಅನುಸರಿಸುವ ರೀತಿ ಬೆಳೆಗೆ ಪ್ರತಿ ಹಂಗಾಮಿನಲ್ಲಿ ನೀರು ಬಳಸುವ ಜೊತೆಗೆ ಮುಂದೆ ನೀರಿನ ಸಮಸ್ಯೆ ಉಂಟಾಗದಂತೆ ಜಾಗರೂಕತೆ ವಹಿಸಬೇಕು — [474, 351, 678, 393]
registration-dots-center — [785, 2106, 839, 2115]
a2-bottom-rule — [915, 546, 1447, 547]
a2-col2: ಸುವ್ಯವಸ್ಥೆ ಮತ್ತು ಕುಡಿಯುವ ನೀರು, ಶೌಚಾಲಯ ವ್ಯವಸ್ಥೆ, ಪಾರ್ಕಿಂಗ್ ಸೇರಿದಂತೆ ಭಕ್ತರಿಗೆ ಯಾವುದೇ ತೊಂದರೆ ಆಗದಂತೆ ಅಗತ್ಯ ಕ್ರಮ ಕೈಗೊಳ್ಳುವಂತೆ ಸೂಚಿಸಲಾಗಿದೆ. ಅಧಿಕಾರಿಗಳು ಸಮನ್ವಯದಿಂದ ಕಾರ್ಯ ನಿರ್ವಹಿಸಬೇಕು ಎಂದು ತಿಳಿಸಲಾಯಿತು. — [1276, 329, 1447, 392]
magenta-dot — [800, 2106, 809, 2115]
cyan-dot — [196, 2106, 206, 2115]
meeting-illustration — [556, 862, 898, 1083]
a6-col3: ಗ್ರೇಡ್ 2 ತಹಸೀಲ್ದಾರ್ ಮಾತನಾಡಿ, ಕೇಂದ್ರಗಳಲ್ಲಿ ದರಪಟ್ಟಿ ಪ್ರದರ್ಶಿಸುವುದು ಕಡ್ಡಾಯ. ಸಾರ್ವಜನಿಕರಿಗೆ ರಸೀದಿ ನೀಡಬೇಕು ಎಂದು ಸೂಚಿಸಿದರು. — [731, 1092, 898, 1129]
left-brand: ಮೈಸೂರು ಮಿತ್ರ — [206, 239, 266, 253]
a9-underline — [550, 1272, 1078, 1273]
a7-headline: 30 ಕೋಟಿ ರೂ. ದುರುಪಯೋಗ: ಸೆ.13ಕ್ಕೆ ಪ್ರತಿಭಟನೆ — [1094, 770, 1361, 788]
a1-col3: ನೀರು ಹರಿಸಲು ಯೋಜಿಸಲಾಗಿದೆ. ಪ್ರಾಕೃತಿಕ ವೈಪರೀತ್ಯದಿಂದ ನೀರಿನ ಕೊರತೆ ಉಂಟಾದಲ್ಲಿ ನೀರಿನ ಲಭ್ಯತೆಗನುಗುಣವಾಗಿ ನೀರಿನ ಪ್ರಮಾಣವನ್ನು ಕಡಿಮೆಗೊಳಿಸಲಾಗುವುದು. ರೈತರು ನೀರಾವರಿ ಇಲಾಖೆ ನೀಡುವ ಸೂಚನೆಗಳನ್ನು ಪಾಲಿಸಬೇಕು ಮತ್ತು ನೀರನ್ನು ಮಿತವಾಗಿ ಬಳಸಬೇಕು. ನಾಲೆಗಳ ಕೊನೆಯ ಭಾಗದ ರೈತರಿಗೆ ನೀರು ತಲುಪುವಂತೆ ಸಹಕರಿಸಬೇಕು ಎಂದು ಮನವಿ ಮಾಡಿದ್ದಾರೆ. ಯಾವುದೇ ಕಾರಣಕ್ಕೂ ನಾಲೆಗಳಿಗೆ ಹಾನಿ ಮಾಡಬಾರದು ಹಾಗೂ ಅನಧಿಕೃತವಾಗಿ ನೀರು ಪಡೆಯಬಾರದು. ನೀರು ನಿರ್ವಹಣೆಯಲ್ಲಿ ಸಹಕಾರ ನೀಡುವಂತೆ ಅಧಿಕಾರಿಗಳು ಕೋರಿದ್ದಾರೆ. ಈ ಕುರಿತು ಹೆಚ್ಚಿನ ಮಾಹಿತಿಗೆ ಸಮೀಪದ ಕಚೇರಿ ಸಂಪರ್ಕಿಸಬಹುದು. — [676, 490, 898, 605]
yellow-dot — [1418, 2106, 1428, 2115]
a14-quote-icon: ” — [1241, 1844, 1259, 1881]
a6-meeting-photo — [556, 861, 898, 1083]
a7-text: ಚನ್ನರಾಯಪಟ್ಟಣ, ಸೆ.7– ತಾಲ್ಲೂಕಿನ ಸಹಕಾರ ಸಂಘಗಳಲ್ಲಿ ಸುಮಾರು 30 ಕೋಟಿ ರೂ. ಹಣ ದುರುಪಯೋಗವಾಗಿದ್ದು ತಪ್ಪಿತಸ್ಥರ ವಿರುದ್ಧ ಕ್ರಮ ಕೈಗೊಳ್ಳಬೇಕು ಎಂದು ಆಗ್ರಹಿಸಿ ಸೆ.13ರಂದು ಪ್ರತಿಭಟನೆ ನಡೆಸಲಾಗುವುದು ಎಂದು ರೈತ ಸಂಘದ ಮುಖಂಡರು ತಿಳಿಸಿದ್ದಾರೆ. ತಾಲ್ಲೂಕು ಪಂಚಾಯಿತಿ ಅಧ್ಯಕ್ಷರ ಚುನಾವಣೆಗೆ ಪಕ್ಷದ ಅಭ್ಯರ್ಥಿ ಆಯ್ಕೆಯಾಗಿದ್ದರು. ಸಾಲಮನ್ನಾ ಯೋಜನೆಯ ಹಣವನ್ನು ನಿಯಮಬಾಹಿರವಾಗಿ ಬಳಸಿಕೊಂಡಿರುವುದು ತನಿಖೆಯಿಂದ ತಿಳಿದುಬಂದಿದೆ. ರೈತರಿಗೆ ನ್ಯಾಯ ದೊರಕಿಸಲು ಸರ್ಕಾರ ತಕ್ಷಣ ಕ್ರಮ ಕೈಗೊಳ್ಳಬೇಕು. ಈ ಸಂಬಂಧ ಸಹಕಾರ ಇಲಾಖೆ ಅಧಿಕಾರಿಗಳಿಗೆ ಮನವಿ ಸಲ್ಲಿಸಲಾಗಿದ್ದರೂ ಯಾವುದೇ ಪ್ರಯೋಜನವಾಗಿಲ್ಲ ಎಂದು ದೂರಿದರು. ಪ್ರತಿಭಟನೆಯಲ್ಲಿ ತಾಲ್ಲೂಕಿನ ಎಲ್ಲ ರೈತರು ಪಾಲ್ಗೊಳ್ಳಬೇಕು ಎಂದು ಮನವಿ ಮಾಡಿದರು. — [1094, 795, 1446, 872]
a9-col2: ಸದಸ್ಯರಾದ ಮಂಜುನಾಥ್, ಡಾ.ಕೃಷ್ಣಮೂರ್ತಿ, ಡಾ.ರಾಜು ಮತ್ತಿತರರು ಹಾಜರಿದ್ದರು. ಕಣ್ಣುಗಳು ದೇಹದ ಅಮೂಲ್ಯ ಅಂಗವಾಗಿದ್ದು ಮರಣಾನಂತರ ಆರು ಗಂಟೆಯೊಳಗೆ ಕಣ್ಣು ದಾನ ಮಾಡಬಹುದು. ಕುಟುಂಬದ ಸದಸ್ಯರು ಇದಕ್ಕೆ ಸಹಕರಿಸಬೇಕು. ಸರ್ಕಾರಿ ಆಸ್ಪತ್ರೆಗಳಲ್ಲಿ ನೇತ್ರದಾನ ನೋಂದಣಿ ಸೌಲಭ್ಯ ಕಲ್ಪಿಸಲಾಗಿದೆ. ಕಾರ್ಯಕ್ರಮದಲ್ಲಿ ವೈದ್ಯರು, ವಿದ್ಯಾರ್ಥಿಗಳು, ಆರೋಗ್ಯ ಸಿಬ್ಬಂದಿ ಭಾಗವಹಿಸಿದ್ದರು. — [817, 1423, 1078, 1486]
a6-headline: ನಿಗದಿಗಿಂತ ಹೆಚ್ಚು ಸೇವಾ ಶುಲ್ಕ ಪಡೆದರೆ ಪರವಾನಗಿ ರದ್ದು — [385, 768, 937, 805]
section-rule-1 — [196, 761, 1446, 763]
a9-col1: ಹಾಸನ, ಸೆ.7– ಅಕ್ಷ್ಯರಿಂದಾ ದೂರ ಸರಿದ ನೇತ್ರದಾನ ಮಾಡುವ ಮೂಲಕ ಅಂಧರ ಜೀವನದಲ್ಲಿ ಬೆಳಕಾಗೋಣ ಎಂದು ಜಿಲ್ಲಾ ಆರೋಗ್ಯ ಮತ್ತು ಕುಟುಂಬ ಕಲ್ಯಾಣಾಧಿಕಾರಿ ಡಾ.ಸತೀಶ್ ಕುಮಾರ್ ತಿಳಿಸಿದರು. ಜಿಲ್ಲಾಡಳಿತ, ಜಿಲ್ಲಾ ಪಂಚಾಯಿತಿ, ಜಿಲ್ಲಾ ಆರೋಗ್ಯ ಮತ್ತು ಕುಟುಂಬ ಕಲ್ಯಾಣ ಇಲಾಖೆ, ಜಿಲ್ಲಾ ಅಂಧತ್ವ ನಿಯಂತ್ರಣ ವಿಭಾಗ, ರೆಡ್‌ಕ್ರಾಸ್ ಸಂಸ್ಥೆ ಸಹಯೋಗದಲ್ಲಿ ನಗರದ ಕಲಾಭವನದಲ್ಲಿ ಏರ್ಪಡಿಸಿದ್ದ 34ನೇ ರಾಷ್ಟ್ರೀಯ ನೇತ್ರದಾನ ಪಾಕ್ಷಿಕ ಕಾರ್ಯಕ್ರಮ ಉದ್ಘಾಟಿಸಿ ಅವರು ಮಾತನಾಡಿದರು. ಜೀವನ ಮುಕ್ತಾಯ ನಂತರ ಕಣ್ಣುಗಳು ಮಣ್ಣಾಗುವ ಬದಲು ಅವುಗಳನ್ನು ದಾನ ಮಾಡುವ ಮೂಲಕ ಅಂಧರ ಬಾಳಿಗೆ ಬೆಳಕು ನೀಡಬೇಕು. ನೇತ್ರದಾನ ಕುರಿತು ಸಾರ್ವಜನಿಕರಲ್ಲಿ ಹೆಚ್ಚಿನ ಅರಿವು ಮೂಡಿಸುವ ಅಗತ್ಯವಿದೆ ಎಂದು ಹೇಳಿದರು. ಜಿಲ್ಲಾ ಅಂಧತ್ವ ನಿಯಂತ್ರಣಾಧಿಕಾರಿ ಮಾತನಾಡಿ, ಜಿಲ್ಲೆಯಲ್ಲಿ ಕಳೆದ ವರ್ಷ ನೂರಾರು ನೇತ್ರದಾನ ನಡೆದಿದೆ. ಈ ಬಾರಿ ಹೆಚ್ಚಿನ ಗುರಿ ಹೊಂದಲಾಗಿದೆ ಎಂದರು. — [550, 1279, 809, 1407]
minister-stage-illustration — [906, 1680, 1276, 1851]
a6-col4: ಹೆಚ್ಚು ಹಣವನ್ನು ಪಡೆಯುತ್ತಿರುವ ಬಗ್ಗೆ ದೂರುಗಳು ಬಂದಿವೆ. ಸಾರ್ವಜನಿಕರಿಂದ ಹೆಚ್ಚುವರಿ ಹಣ ಪಡೆದಲ್ಲಿ ಕಠಿಣ ಕ್ರಮ ಕೈಗೊಳ್ಳಲಾಗುವುದು ಎಂದು ಎಚ್ಚರಿಕೆ ನೀಡಿದರು. ಸಭೆಯಲ್ಲಿ ಶಿರಸ್ತೇದಾರ್ ಮತ್ತಿತರರು ಉಪಸ್ಥಿತರಿದ್ದರು. — [907, 816, 1083, 866]
a6-subhead: ಅರಸೀಕೆರೆ ತಾಲ್ಲೂಕು ಡಿಜಿಟಲ್ ಸೇವಾ ಕೇಂದ್ರಗಳಿಗೆ ತಾಲ್ಲೂಕು ಆಡಳಿತದ ಎಚ್ಚರಿಕೆ — [569, 816, 884, 852]
a4-headline: ಬೈಕ್ ಡಿಕ್ಕಿ: ಸವಾರನಿಗೆ ಗಾಯ — [1292, 555, 1419, 569]
dam-illustration — [691, 349, 898, 476]
registration-dots-right — [1389, 2106, 1443, 2115]
email-text: E-mail : hassan@mysurumithra.com — [1162, 239, 1396, 253]
a10-headline: ಸ್ವರ್ಣಗೌರಿಗೆ ಶ್ರೀಗಳಿಂದ ಬಾಗಿನ — [1089, 1242, 1299, 1266]
stage-illustration — [818, 1279, 1078, 1416]
a2-temple-photo — [1079, 328, 1268, 474]
a12-text: ಹಾಸನ, ಸೆ.7– ಕರ್ನಾಟಕ ರಾಜ್ಯ ಮುಕ್ತ ವಿಶ್ವವಿದ್ಯಾನಿಲಯದ ಕರ್ನಾಟಕ ಸ್ಪರ್ಧಾತ್ಮಕ ಪರೀಕ್ಷಾ ತರಬೇತಿ ಕೇಂದ್ರದ ವತಿಯಿಂದ ಕೇಂದ್ರ ಲೋಕಸೇವಾ ಆಯೋಗ ನಡೆಸುವ ಐ.ಎ.ಎಸ್, ಐ.ಪಿ.ಎಸ್, ಹಾಗೂ ಕರ್ನಾಟಕ ಲೋಕಸೇವಾ ಆಯೋಗ ನಡೆಸುವ ಕೆ.ಎ.ಎಸ್ ಪರೀಕ್ಷೆಗಳಿಗೆ ತರಬೇತಿ ನೀಡಲಾಗುವುದು. ಅಕ್ಟೋಬರ್ 14 ರಿಂದ ತರಗತಿಗಳು ಪ್ರಾರಂಭವಾಗಲಿದ್ದು, ಮೈಸೂರಿನಲ್ಲಿರುವ ಕೇಂದ್ರದಲ್ಲಿ ಅರ್ಜಿಗಳನ್ನು ಸಲ್ಲಿಸಬಹುದು. ದೂರವಾಣಿ ಸಂಖ್ಯೆ 0821–2515944 ಸಂಪರ್ಕಿಸಬಹುದು ಎಂದು ಕೇಂದ್ರದ ನಿರ್ದೇಶಕರು ತಿಳಿಸಿದ್ದಾರೆ. — [196, 1849, 539, 1912]
road-illustration — [1107, 579, 1280, 703]
header-date: ಭಾನುವಾರ 8 ಸೆಪ್ಟೆಂಬರ್ 2019 — [196, 176, 353, 193]
divider-v7 — [731, 1631, 732, 2065]
a11-headline: ಪ್ರವೇಶ ಪರೀಕ್ಷೆಗಳ ತರಬೇತಿಗೆ ಆಹ್ವಾನ — [196, 1556, 431, 1578]
